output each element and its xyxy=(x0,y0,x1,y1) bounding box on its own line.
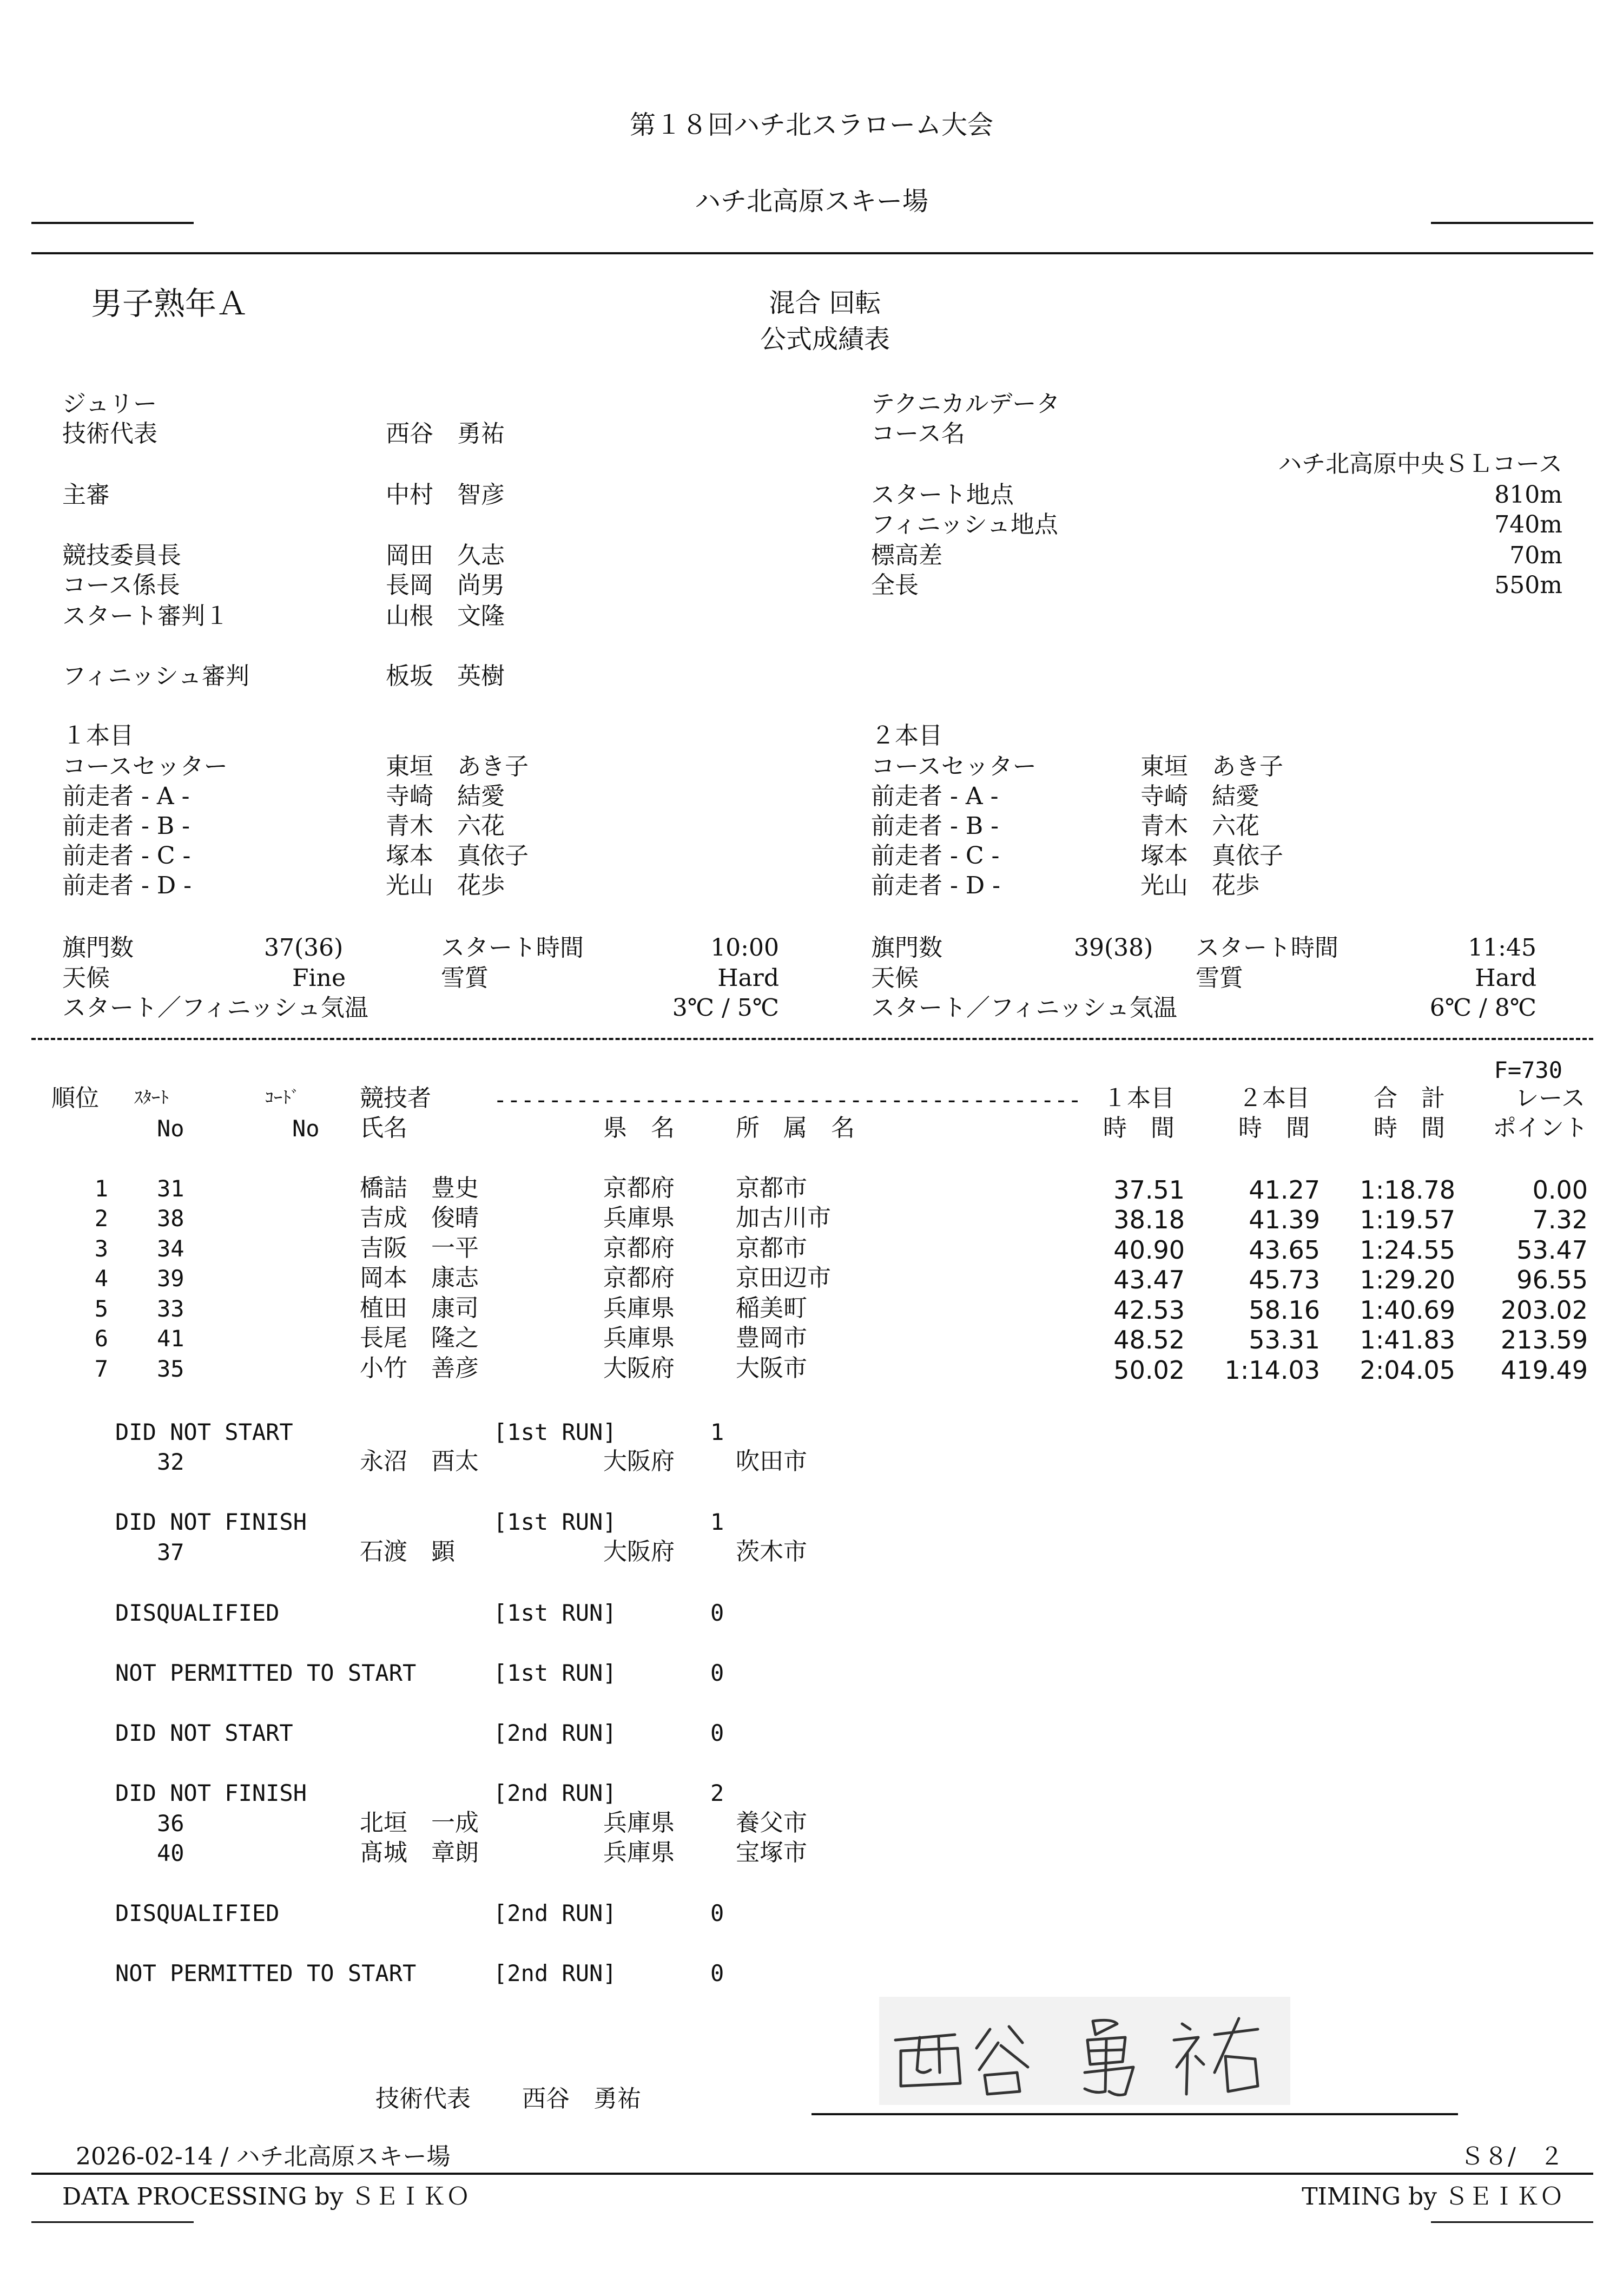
rank-cell: 2 xyxy=(94,1205,108,1232)
jury-name: 板坂 英樹 xyxy=(386,662,505,690)
header-rule-left xyxy=(31,222,194,224)
jury-role: 技術代表 xyxy=(62,420,157,448)
club-header: 所 属 名 xyxy=(736,1114,855,1142)
points-cell: 7.32 xyxy=(1532,1205,1588,1234)
club-cell: 大阪市 xyxy=(736,1354,807,1382)
status-pref: 兵庫県 xyxy=(603,1839,675,1866)
club-cell: 京都市 xyxy=(736,1174,807,1202)
rank-cell: 5 xyxy=(94,1295,108,1322)
gates-label: 旗門数 xyxy=(62,934,134,962)
start-time-label: スタート時間 xyxy=(441,934,584,962)
club-cell: 京田辺市 xyxy=(736,1264,831,1292)
header-dashes: ------------------------------------------- xyxy=(493,1087,1082,1113)
bib-cell: 35 xyxy=(157,1356,184,1382)
event-title: 第１８回ハチ北スラローム大会 xyxy=(629,110,993,140)
status-club: 茨木市 xyxy=(736,1538,807,1565)
time1-header: 時 間 xyxy=(1103,1114,1175,1142)
name-cell: 橋詰 豊史 xyxy=(360,1174,479,1202)
forerunner-label: 前走者 - A - xyxy=(62,782,190,810)
bib-no-header: No xyxy=(157,1115,184,1142)
weather-label: 天候 xyxy=(871,964,919,992)
status-count: 2 xyxy=(710,1780,724,1806)
jury-role: コース係長 xyxy=(62,571,180,599)
status-pref: 大阪府 xyxy=(603,1448,675,1475)
tech-value: 70m xyxy=(1509,542,1562,569)
rank-cell: 3 xyxy=(94,1235,108,1262)
rank-cell: 1 xyxy=(94,1175,108,1202)
run1-cell: 48.52 xyxy=(1113,1325,1185,1354)
setter-name: 東垣 あき子 xyxy=(1140,753,1283,780)
club-cell: 京都市 xyxy=(736,1234,807,1262)
status-count: 0 xyxy=(710,1660,724,1686)
total-header: 合 計 xyxy=(1374,1084,1445,1112)
tech-label: 全長 xyxy=(871,571,919,599)
timing-credit: TIMING by ＳＥＩＫＯ xyxy=(1302,2183,1563,2211)
club-cell: 加古川市 xyxy=(736,1204,831,1232)
total-cell: 1:19.57 xyxy=(1360,1205,1455,1234)
jury-name: 山根 文隆 xyxy=(386,602,505,630)
points-cell: 53.47 xyxy=(1516,1235,1588,1265)
points-cell: 0.00 xyxy=(1532,1175,1588,1205)
total-cell: 1:29.20 xyxy=(1360,1265,1455,1294)
table-row xyxy=(0,1324,1623,1358)
tech-value: 550m xyxy=(1494,571,1562,599)
snow-value: Hard xyxy=(717,964,779,992)
header-rule-right xyxy=(1431,222,1593,224)
bib-cell: 41 xyxy=(157,1325,184,1352)
run1-cell: 37.51 xyxy=(1113,1175,1185,1205)
run2-cell: 41.39 xyxy=(1249,1205,1320,1234)
jury-name: 長岡 尚男 xyxy=(386,571,505,599)
status-run: [2nd RUN] xyxy=(493,1900,617,1926)
table-row xyxy=(0,1204,1623,1238)
footer-rule xyxy=(31,2173,1593,2175)
name-cell: 吉阪 一平 xyxy=(360,1234,479,1262)
table-row xyxy=(0,1174,1623,1208)
run2-cell: 1:14.03 xyxy=(1224,1356,1320,1385)
forerunner-label: 前走者 - B - xyxy=(871,812,999,840)
forerunner-label: 前走者 - D - xyxy=(62,872,192,899)
signature-role: 技術代表 xyxy=(375,2085,471,2113)
course-label: コース名 xyxy=(871,420,965,448)
jury-title: ジュリー xyxy=(62,390,157,418)
forerunner-name: 光山 花歩 xyxy=(1140,872,1259,899)
name-header: 氏名 xyxy=(360,1114,407,1142)
rank-cell: 4 xyxy=(94,1265,108,1292)
footer-rule-left xyxy=(31,2221,194,2223)
status-run: [2nd RUN] xyxy=(493,1780,617,1806)
total-cell: 1:40.69 xyxy=(1360,1295,1455,1325)
forerunner-name: 青木 六花 xyxy=(1140,812,1259,840)
forerunner-label: 前走者 - D - xyxy=(871,872,1000,899)
forerunner-name: 寺崎 結愛 xyxy=(1140,782,1259,810)
gates-value: 37(36) xyxy=(264,934,344,962)
course-name: ハチ北高原中央ＳＬコース xyxy=(1278,450,1562,478)
total-cell: 1:18.78 xyxy=(1360,1175,1455,1205)
gates-value: 39(38) xyxy=(1074,934,1153,962)
jury-role: 主審 xyxy=(62,481,110,509)
status-club: 宝塚市 xyxy=(736,1839,807,1866)
pref-cell: 京都府 xyxy=(603,1174,675,1202)
run2-cell: 45.73 xyxy=(1249,1265,1320,1294)
footer-rule-right xyxy=(1431,2221,1593,2223)
setter-label: コースセッター xyxy=(871,753,1037,780)
setter-label: コースセッター xyxy=(62,753,228,780)
temp-value: 3℃ / 5℃ xyxy=(672,994,779,1022)
tech-value: 810m xyxy=(1494,481,1562,509)
name-cell: 岡本 康志 xyxy=(360,1264,479,1292)
jury-name: 中村 智彦 xyxy=(386,481,505,509)
jury-name: 岡田 久志 xyxy=(386,542,505,569)
status-label: DID NOT START xyxy=(115,1720,293,1746)
points-cell: 96.55 xyxy=(1516,1265,1588,1294)
snow-label: 雪質 xyxy=(1196,964,1243,992)
report-type: 公式成績表 xyxy=(760,324,890,354)
total-cell: 2:04.05 xyxy=(1360,1356,1455,1385)
forerunner-label: 前走者 - B - xyxy=(62,812,190,840)
section-dashed-divider xyxy=(31,1038,1593,1040)
footer-page: Ｓ８/ ２ xyxy=(1460,2143,1563,2170)
jury-name: 西谷 勇祐 xyxy=(386,420,505,448)
status-run: [1st RUN] xyxy=(493,1660,617,1686)
jury-role: フィニッシュ審判 xyxy=(62,662,249,690)
status-bib: 40 xyxy=(157,1840,184,1866)
pref-cell: 大阪府 xyxy=(603,1354,675,1382)
name-cell: 小竹 善彦 xyxy=(360,1354,479,1382)
status-bib: 36 xyxy=(157,1810,184,1837)
forerunner-name: 塚本 真依子 xyxy=(386,842,529,870)
pref-cell: 兵庫県 xyxy=(603,1204,675,1232)
bib-cell: 39 xyxy=(157,1265,184,1292)
code-header: ｺｰﾄﾞ xyxy=(265,1087,300,1108)
table-row xyxy=(0,1234,1623,1268)
footer-date-venue: 2026-02-14 / ハチ北高原スキー場 xyxy=(76,2143,451,2170)
status-run: [1st RUN] xyxy=(493,1419,617,1445)
rank-header: 順位 xyxy=(51,1084,99,1112)
status-label: DISQUALIFIED xyxy=(115,1600,280,1626)
table-row xyxy=(0,1354,1623,1388)
table-row xyxy=(0,1294,1623,1328)
jury-role: スタート審判１ xyxy=(62,602,229,630)
name-cell: 吉成 俊晴 xyxy=(360,1204,479,1232)
pref-cell: 京都府 xyxy=(603,1234,675,1262)
header-divider xyxy=(31,252,1593,254)
f-value: F=730 xyxy=(1494,1057,1562,1083)
run2-cell: 43.65 xyxy=(1249,1235,1320,1265)
status-name: 北垣 一成 xyxy=(360,1809,479,1837)
forerunner-name: 塚本 真依子 xyxy=(1140,842,1283,870)
status-count: 0 xyxy=(710,1720,724,1746)
tech-label: スタート地点 xyxy=(871,481,1014,509)
status-name: 髙城 章朗 xyxy=(360,1839,479,1866)
gates-label: 旗門数 xyxy=(871,934,942,962)
pref-header: 県 名 xyxy=(603,1114,675,1142)
run-title: ２本目 xyxy=(871,722,942,749)
points-header: ポイント xyxy=(1493,1114,1588,1142)
run2-header: ２本目 xyxy=(1238,1084,1310,1112)
forerunner-label: 前走者 - C - xyxy=(62,842,191,870)
signature-name: 西谷 勇祐 xyxy=(522,2085,641,2113)
run2-cell: 58.16 xyxy=(1249,1295,1320,1325)
weather-value: Fine xyxy=(292,964,346,992)
status-count: 0 xyxy=(710,1600,724,1626)
status-label: DID NOT FINISH xyxy=(115,1509,307,1535)
run2-cell: 41.27 xyxy=(1249,1175,1320,1205)
bib-cell: 38 xyxy=(157,1205,184,1232)
setter-name: 東垣 あき子 xyxy=(386,753,529,780)
status-bib: 37 xyxy=(157,1539,184,1565)
start-time-label: スタート時間 xyxy=(1196,934,1338,962)
status-run: [2nd RUN] xyxy=(493,1960,617,1986)
run2-cell: 53.31 xyxy=(1249,1325,1320,1354)
run1-cell: 38.18 xyxy=(1113,1205,1185,1234)
total-cell: 1:41.83 xyxy=(1360,1325,1455,1354)
status-count: 0 xyxy=(710,1900,724,1926)
category-title: 男子熟年Ａ xyxy=(91,285,248,322)
total-cell: 1:24.55 xyxy=(1360,1235,1455,1265)
status-label: DID NOT FINISH xyxy=(115,1780,307,1806)
start-header: ｽﾀｰﾄ xyxy=(134,1087,169,1108)
tech-label: 標高差 xyxy=(871,542,942,569)
temp-label: スタート／フィニッシュ気温 xyxy=(871,994,1177,1022)
name-cell: 植田 康司 xyxy=(360,1294,479,1322)
data-processing-credit: DATA PROCESSING by ＳＥＩＫＯ xyxy=(62,2183,470,2211)
rank-cell: 7 xyxy=(94,1356,108,1382)
status-run: [1st RUN] xyxy=(493,1509,617,1535)
run1-cell: 42.53 xyxy=(1113,1295,1185,1325)
status-label: DISQUALIFIED xyxy=(115,1900,280,1926)
status-bib: 32 xyxy=(157,1449,184,1475)
pref-cell: 京都府 xyxy=(603,1264,675,1292)
bib-cell: 31 xyxy=(157,1175,184,1202)
weather-label: 天候 xyxy=(62,964,110,992)
pref-cell: 兵庫県 xyxy=(603,1294,675,1322)
tech-value: 740m xyxy=(1494,511,1562,538)
status-club: 吹田市 xyxy=(736,1448,807,1475)
code-no-header: No xyxy=(292,1115,320,1142)
time2-header: 時 間 xyxy=(1238,1114,1310,1142)
run1-cell: 50.02 xyxy=(1113,1356,1185,1385)
run1-cell: 40.90 xyxy=(1113,1235,1185,1265)
status-run: [1st RUN] xyxy=(493,1600,617,1626)
handwritten-signature xyxy=(879,1997,1290,2105)
time3-header: 時 間 xyxy=(1374,1114,1445,1142)
forerunner-label: 前走者 - A - xyxy=(871,782,999,810)
status-label: NOT PERMITTED TO START xyxy=(115,1660,417,1686)
race-header: レース xyxy=(1515,1084,1585,1112)
status-run: [2nd RUN] xyxy=(493,1720,617,1746)
bib-cell: 33 xyxy=(157,1295,184,1322)
snow-value: Hard xyxy=(1475,964,1536,992)
signature-image xyxy=(879,1997,1290,2105)
status-name: 石渡 顕 xyxy=(360,1538,455,1565)
status-pref: 大阪府 xyxy=(603,1538,675,1565)
venue-title: ハチ北高原スキー場 xyxy=(694,186,928,216)
temp-label: スタート／フィニッシュ気温 xyxy=(62,994,368,1022)
club-cell: 豊岡市 xyxy=(736,1324,807,1352)
start-time-value: 11:45 xyxy=(1468,934,1536,962)
points-cell: 213.59 xyxy=(1501,1325,1588,1354)
tech-label: フィニッシュ地点 xyxy=(871,511,1058,538)
table-row xyxy=(0,1264,1623,1298)
status-label: NOT PERMITTED TO START xyxy=(115,1960,417,1986)
signature-line xyxy=(812,2113,1458,2115)
start-time-value: 10:00 xyxy=(710,934,779,962)
forerunner-name: 青木 六花 xyxy=(386,812,505,840)
points-cell: 419.49 xyxy=(1501,1356,1588,1385)
forerunner-name: 寺崎 結愛 xyxy=(386,782,505,810)
pref-cell: 兵庫県 xyxy=(603,1324,675,1352)
forerunner-label: 前走者 - C - xyxy=(871,842,1000,870)
forerunner-name: 光山 花歩 xyxy=(386,872,505,899)
snow-label: 雪質 xyxy=(441,964,489,992)
status-name: 永沼 酉太 xyxy=(360,1448,479,1475)
jury-role: 競技委員長 xyxy=(62,542,181,569)
run1-header: １本目 xyxy=(1103,1084,1175,1112)
status-pref: 兵庫県 xyxy=(603,1809,675,1837)
status-club: 養父市 xyxy=(736,1809,807,1837)
discipline-title: 混合 回転 xyxy=(769,288,881,318)
technical-title: テクニカルデータ xyxy=(871,390,1060,418)
bib-cell: 34 xyxy=(157,1235,184,1262)
status-count: 0 xyxy=(710,1960,724,1986)
temp-value: 6℃ / 8℃ xyxy=(1429,994,1536,1022)
status-count: 1 xyxy=(710,1509,724,1535)
rank-cell: 6 xyxy=(94,1325,108,1352)
competitor-header: 競技者 xyxy=(360,1084,431,1112)
name-cell: 長尾 隆之 xyxy=(360,1324,479,1352)
status-count: 1 xyxy=(710,1419,724,1445)
points-cell: 203.02 xyxy=(1501,1295,1588,1325)
run1-cell: 43.47 xyxy=(1113,1265,1185,1294)
club-cell: 稲美町 xyxy=(736,1294,807,1322)
run-title: １本目 xyxy=(62,722,134,749)
status-label: DID NOT START xyxy=(115,1419,293,1445)
